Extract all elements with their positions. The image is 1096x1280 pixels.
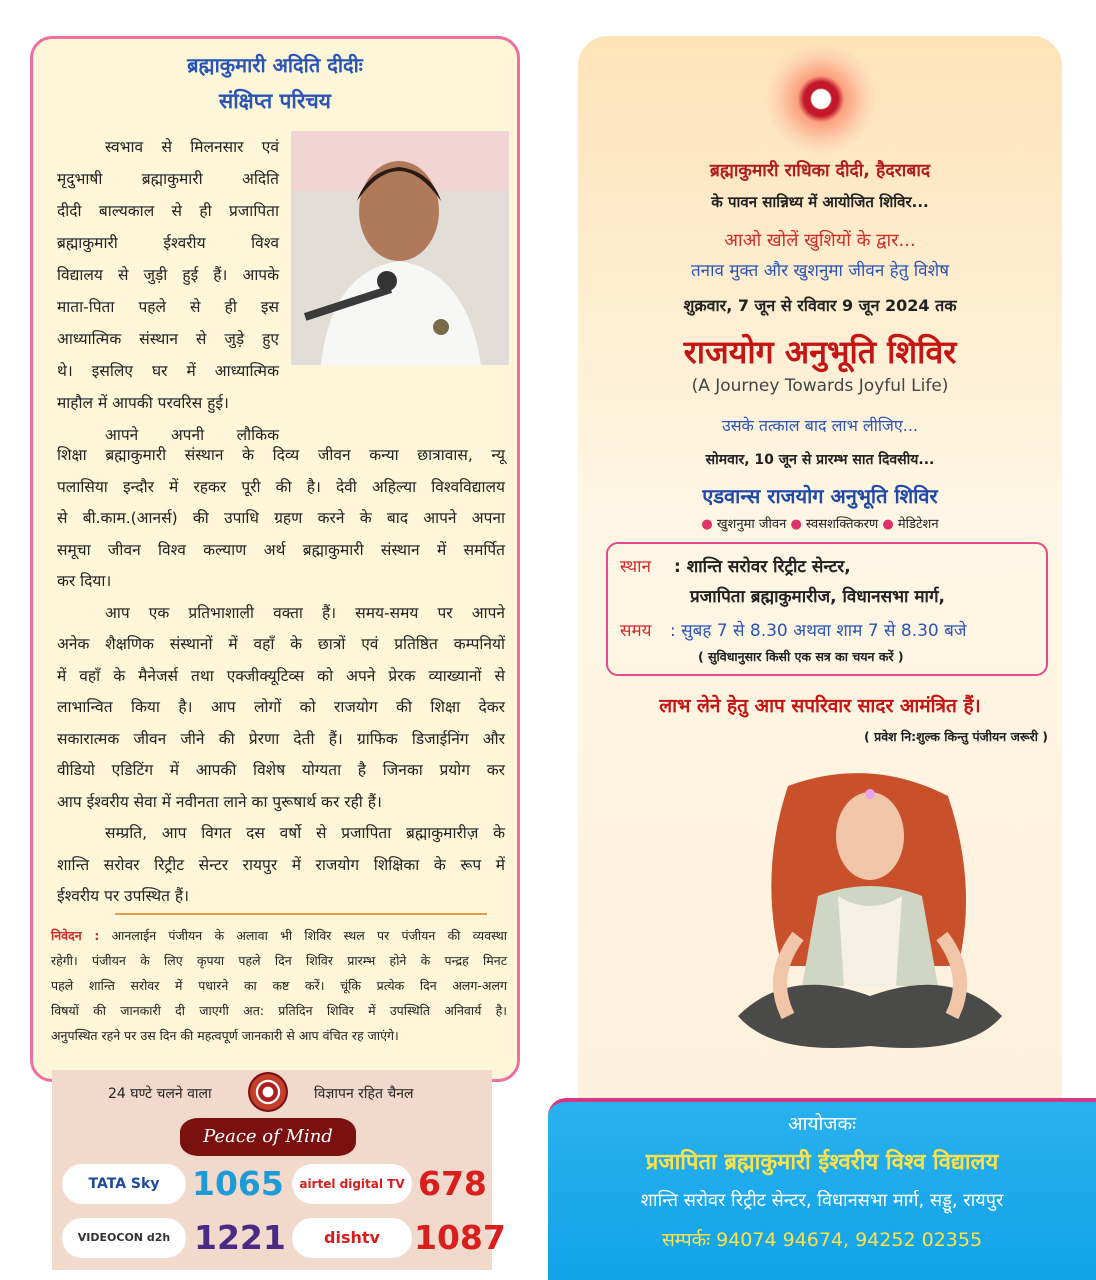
provider-name: dishtv: [324, 1228, 380, 1247]
bio-paragraph-line: दीदी बाल्यकाल से ही प्रजापिता: [57, 202, 279, 220]
bio-paragraph-line: स्वभाव से मिलनसार एवं: [105, 138, 279, 156]
bio-panel: [30, 36, 520, 1082]
venue-label: स्थान: [620, 557, 651, 577]
bio-paragraph-line: शिक्षा ब्रह्माकुमारी संस्थान के दिव्य जीवन कन्या छात्रावास, न्यू: [57, 446, 505, 464]
bio-paragraph-line: ईश्वरीय पर उपस्थित हैं।: [57, 887, 189, 905]
provider-name: TATA Sky: [88, 1176, 160, 1192]
bio-paragraph-line: थे। इसलिए घर में आध्यात्मिक: [57, 362, 279, 380]
bio-paragraph-line: कर दिया।: [57, 572, 112, 590]
followup-dates: सोमवार, 10 जून से प्रारम्भ सात दिवसीय...: [705, 452, 935, 468]
speaker-photo: [291, 131, 509, 365]
channel-number-airtel: 678: [418, 1164, 487, 1203]
section-divider: [115, 913, 487, 915]
bio-paragraph-line: से बी.काम.(आनर्स) की उपाधि ग्रहण करने के बाद आपने अपना: [57, 509, 505, 527]
bio-paragraph-line: सकारात्मक जीवन जीने की प्रेरणा देती हैं। ग्राफिक डिजाईनिंग और: [57, 729, 505, 748]
topic-item: खुशनुमा जीवन: [716, 517, 787, 532]
bio-paragraph-line: मृदुभाषी ब्रह्माकुमारी अदिति: [57, 170, 279, 188]
bio-paragraph-line: आप ईश्वरीय सेवा में नवीनता लाने का पुरूषार्थ कर रही हैं।: [57, 792, 382, 811]
camp-topics: ● खुशनुमा जीवन ● स्वसशक्तिकरण ● मेडिटेशन: [701, 517, 939, 532]
channel-number-dishtv: 1087: [414, 1218, 506, 1257]
organizer-footer: [548, 1098, 1096, 1280]
bio-paragraph-line: पलासिया इन्दौर में रहकर पूरी की है। देवी अहिल्या विश्वविद्यालय: [57, 477, 505, 496]
channel-tagline-left: 24 घण्टे चलने वाला: [108, 1086, 212, 1102]
venue-line-1: : शान्ति सरोवर रिट्रीट सेन्टर,: [674, 557, 851, 577]
provider-name: airtel digital TV: [299, 1177, 405, 1191]
bio-paragraph-line: सम्प्रति, आप विगत दस वर्षो से प्रजापिता ब्रह्माकुमारीज़ के: [105, 824, 505, 842]
contact-numbers: सम्पर्कः 94074 94674, 94252 02355: [661, 1229, 983, 1251]
notice-text: आनलाईन पंजीयन के अलावा भी शिविर स्थल पर पंजीयन की व्यवस्था: [111, 928, 507, 943]
invitation: लाभ लेने हेतु आप सपरिवार सादर आमंत्रित हैं।: [659, 695, 981, 717]
event-tagline: आओ खोलें खुशियों के द्वार...: [724, 230, 916, 251]
provider-name: VIDEOCON d2h: [77, 1231, 171, 1244]
meditating-woman-illustration: [728, 766, 1012, 1056]
venue-line-2: प्रजापिता ब्रह्माकुमारीज, विधानसभा मार्ग,: [690, 587, 945, 607]
bio-paragraph-line: ब्रह्माकुमारी ईश्वरीय विश्व: [57, 234, 279, 252]
bio-paragraph-line: शान्ति सरोवर रिट्रीट सेन्टर रायपुर में राजयोग शिक्षिका के रूप में: [57, 855, 505, 874]
channel-number-videocon: 1221: [194, 1218, 286, 1257]
advanced-camp-title: एडवान्स राजयोग अनुभूति शिविर: [702, 484, 938, 508]
bio-paragraph-line: माहौल में आपकी परवरिस हुई।: [57, 394, 229, 412]
provider-logo-tatasky: [62, 1164, 186, 1204]
provider-logo-airtel: [292, 1164, 412, 1204]
provider-logo-videocon: [62, 1218, 186, 1258]
sun-emblem-icon: [766, 44, 876, 154]
time-label: समय: [620, 621, 652, 641]
channel-logo: Peace of Mind: [180, 1118, 356, 1156]
bio-paragraph-line: विद्यालय से जुड़ी हुई हैं। आपके: [57, 266, 279, 284]
event-panel: [578, 36, 1062, 1226]
followup-line: उसके तत्काल बाद लाभ लीजिए...: [721, 416, 919, 435]
time-line: : सुबह 7 से 8.30 अथवा शाम 7 से 8.30 बजे: [670, 621, 967, 641]
notice-line: अनुपस्थित रहने पर उस दिन की महत्वपूर्ण जानकारी से आप वंचित रह जाएंगे।: [51, 1028, 399, 1043]
provider-logo-dishtv: [292, 1218, 412, 1258]
organizer-label: आयोजकः: [788, 1113, 856, 1135]
event-host: ब्रह्माकुमारी राधिका दीदी, हैदराबाद: [709, 161, 931, 181]
notice-line: रहेगी। पंजीयन के लिए कृपया पहले दिन शिविर प्रारम्भ होने के पन्द्रह मिनट: [51, 953, 507, 968]
time-note: ( सुविधानुसार किसी एक सत्र का चयन करें ): [698, 649, 904, 664]
notice-label: निवेदन :: [51, 928, 100, 943]
notice-line: पहले शान्ति सरोवर में पधारने का कष्ट करें। चूंकि प्रत्येक दिन अलग-अलग: [51, 978, 507, 993]
event-dates: शुक्रवार, 7 जून से रविवार 9 जून 2024 तक: [683, 296, 957, 315]
channel-emblem-icon: [248, 1072, 288, 1112]
event-tagline-2: तनाव मुक्त और खुशनुमा जीवन हेतु विशेष: [690, 261, 950, 281]
notice-line: [51, 923, 507, 948]
entry-note: ( प्रवेश नि:शुल्क किन्तु पंजीयन जरूरी ): [864, 729, 1048, 744]
bio-subtitle: संक्षिप्त परिचय: [219, 89, 331, 113]
topic-item: स्वसशक्तिकरण: [805, 517, 879, 532]
bio-title: ब्रह्माकुमारी अदिति दीदीः: [187, 53, 363, 77]
organizer-address: शान्ति सरोवर रिट्रीट सेन्टर, विधानसभा मार्ग, सड्डू, रायपुर: [640, 1190, 1004, 1211]
venue-box: [606, 542, 1048, 676]
channel-ad: [52, 1070, 506, 1270]
bio-paragraph-line: आप एक प्रतिभाशाली वक्ता हैं। समय-समय पर आपने: [105, 603, 505, 622]
bio-paragraph-line: माता-पिता पहले से ही इस: [57, 298, 279, 316]
bio-paragraph-line: लाभान्वित किया है। आप लोगों को राजयोग की शिक्षा देकर: [57, 698, 505, 716]
bio-paragraph-line: वीडियो एडिटिंग में आपकी विशेष योग्यता है जिनका प्रयोग कर: [57, 761, 505, 779]
bio-paragraph-line: समूचा जीवन विश्व कल्याण अर्थ ब्रह्माकुमारी संस्थान में समर्पित: [57, 540, 505, 559]
channel-number-tatasky: 1065: [192, 1164, 284, 1203]
channel-tagline-right: विज्ञापन रहित चैनल: [314, 1086, 414, 1102]
event-intro: के पावन सान्निध्य में आयोजित शिविर...: [711, 193, 929, 211]
event-subtitle: (A Journey Towards Joyful Life): [691, 376, 949, 396]
organizer-name: प्रजापिता ब्रह्माकुमारी ईश्वरीय विश्व विद्यालय: [645, 1150, 999, 1175]
notice-line: विषयों की जानकारी दी जाएगी अत: प्रतिदिन शिविर में उपस्थिति अनिवार्य है।: [51, 1003, 507, 1018]
bio-paragraph-line: अनेक शैक्षणिक संस्थानों में वहाँ के छात्रों एवं प्रतिष्ठित कम्पनियों: [57, 635, 505, 653]
event-title: राजयोग अनुभूति शिविर: [683, 333, 957, 371]
topic-item: मेडिटेशन: [897, 517, 939, 532]
bio-paragraph-line: आध्यात्मिक संस्थान से जुड़े हुए: [57, 330, 279, 348]
bio-paragraph-line: में वहाँ के मैनेजर्स तथा एक्जीक्यूटिव्स को अपने प्रेरक व्याख्यानों से: [57, 666, 505, 685]
bio-paragraph-line: आपने अपनी लौकिक: [105, 426, 279, 444]
